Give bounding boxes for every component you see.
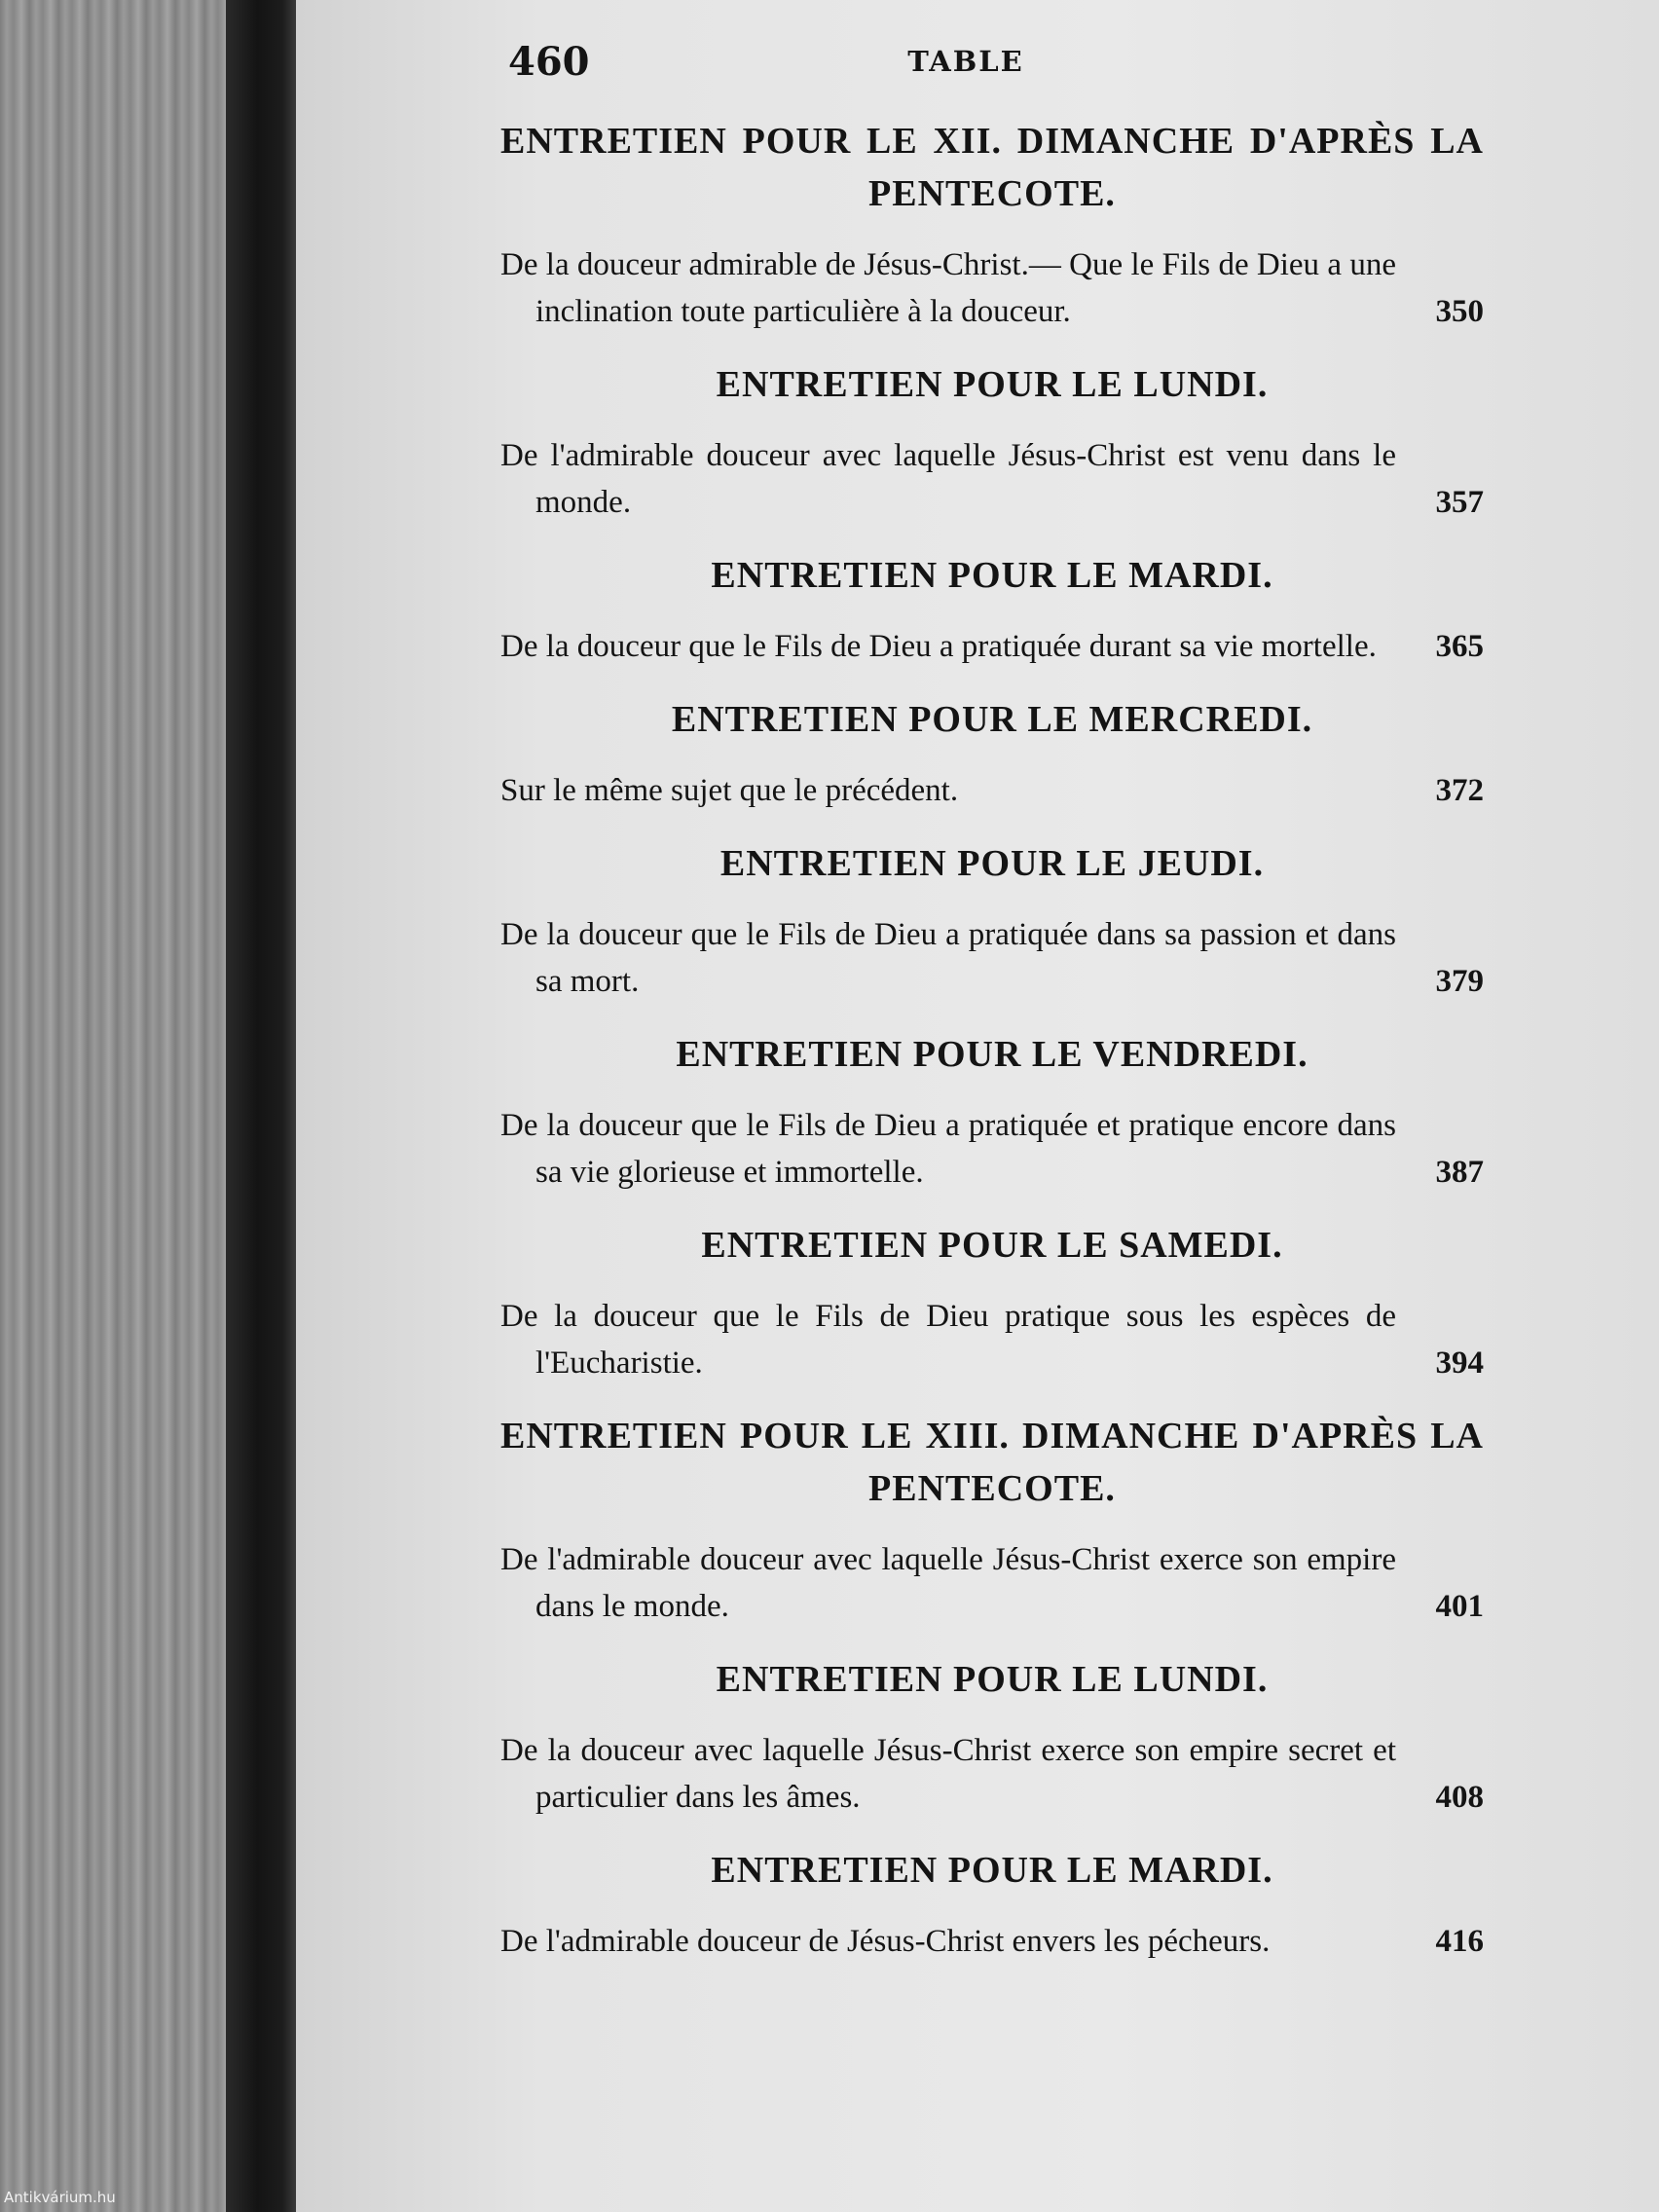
entry-page-number: 357 — [1435, 485, 1484, 520]
toc-entry — [500, 1102, 1484, 1196]
toc-entry — [500, 432, 1484, 526]
section-heading: ENTRETIEN POUR LE MERCREDI. — [671, 699, 1313, 740]
running-title: TABLE — [907, 45, 1024, 78]
section-heading: ENTRETIEN POUR LE XII. DIMANCHE D'APRÈS LA PENTECOTE. — [500, 121, 1484, 214]
entry-page-number: 387 — [1435, 1155, 1484, 1190]
section-heading: ENTRETIEN POUR LE LUNDI. — [716, 1659, 1269, 1700]
entry-description: De la douceur que le Fils de Dieu a pratiquée et pratique encore dans sa vie glorieuse et immortelle. — [500, 1108, 1396, 1190]
page-number: 460 — [508, 39, 590, 85]
entry-page-number: 365 — [1435, 629, 1484, 664]
entry-description: De l'admirable douceur avec laquelle Jésus-Christ est venu dans le monde. — [500, 438, 1396, 520]
entry-page-number: 350 — [1435, 294, 1484, 329]
entry-description: De la douceur avec laquelle Jésus-Christ exerce son empire secret et particulier dans les âmes. — [500, 1733, 1396, 1815]
toc-entry — [500, 1536, 1484, 1630]
toc-entry — [500, 1727, 1484, 1821]
toc-entry — [500, 911, 1484, 1005]
entry-description: De la douceur que le Fils de Dieu a pratiquée dans sa passion et dans sa mort. — [500, 917, 1396, 999]
entry-description: De l'admirable douceur avec laquelle Jésus-Christ exerce son empire dans le monde. — [500, 1542, 1396, 1624]
entry-description: De l'admirable douceur de Jésus-Christ envers les pécheurs. — [500, 1924, 1271, 1959]
entry-page-number: 379 — [1435, 964, 1484, 999]
facing-page — [0, 0, 226, 2212]
book-gutter — [226, 0, 296, 2212]
toc-entry — [500, 1293, 1484, 1386]
entry-description: De la douceur admirable de Jésus-Christ.— Que le Fils de Dieu a une inclination toute particulière à la douceur. — [500, 247, 1396, 329]
section-heading: ENTRETIEN POUR LE SAMEDI. — [701, 1225, 1283, 1266]
entry-description: De la douceur que le Fils de Dieu a pratiquée durant sa vie mortelle. — [500, 629, 1377, 664]
entry-page-number: 372 — [1435, 773, 1484, 808]
section-heading: ENTRETIEN POUR LE MARDI. — [711, 1850, 1273, 1891]
entry-page-number: 401 — [1435, 1589, 1484, 1624]
table-of-contents — [500, 115, 1484, 1988]
toc-entry — [500, 241, 1484, 335]
watermark: Antikvárium.hu — [4, 2189, 116, 2206]
toc-entry — [500, 767, 1484, 814]
section-heading: ENTRETIEN POUR LE JEUDI. — [719, 843, 1265, 884]
toc-entry — [500, 1918, 1484, 1965]
entry-description: De la douceur que le Fils de Dieu pratique sous les espèces de l'Eucharistie. — [500, 1299, 1396, 1381]
entry-page-number: 408 — [1435, 1780, 1484, 1815]
running-head — [508, 39, 1487, 85]
section-heading: ENTRETIEN POUR LE VENDREDI. — [676, 1034, 1309, 1075]
entry-page-number: 416 — [1435, 1924, 1484, 1959]
book-page — [296, 0, 1659, 2212]
section-heading: ENTRETIEN POUR LE LUNDI. — [716, 364, 1269, 405]
entry-page-number: 394 — [1435, 1346, 1484, 1381]
toc-entry — [500, 623, 1484, 670]
entry-description: Sur le même sujet que le précédent. — [500, 773, 959, 808]
section-heading: ENTRETIEN POUR LE MARDI. — [711, 555, 1273, 596]
section-heading: ENTRETIEN POUR LE XIII. DIMANCHE D'APRÈS LA PENTECOTE. — [500, 1416, 1484, 1509]
